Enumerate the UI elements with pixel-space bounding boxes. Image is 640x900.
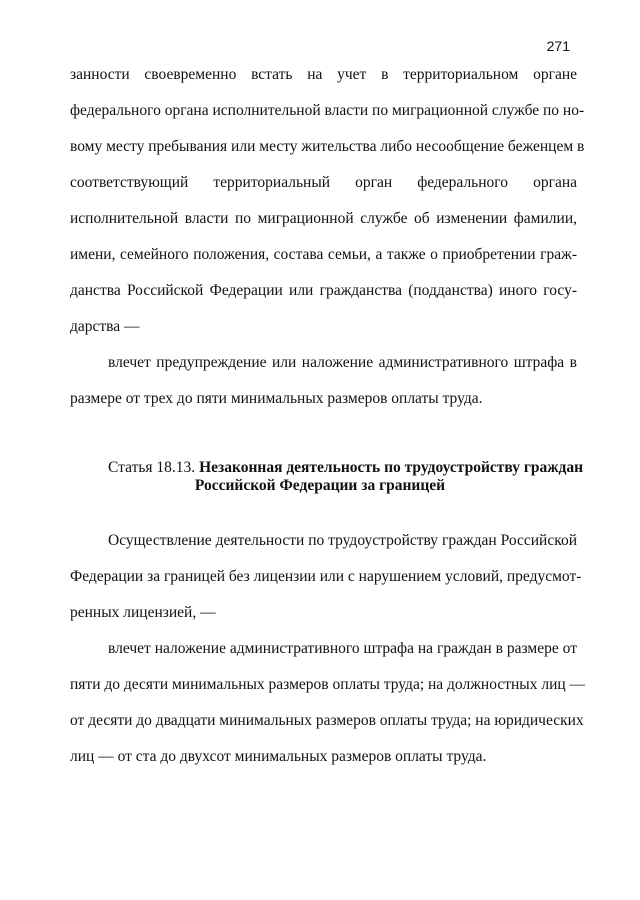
text-line: лиц — от ста до двухсот минимальных размеров оплаты труда.: [70, 748, 487, 765]
text-line: исполнительной власти по миграционной службе об изменении фамилии,: [70, 210, 577, 227]
text-line: от десяти до двадцати минимальных размеров оплаты труда; на юридических: [70, 712, 584, 729]
text-line: Федерации за границей без лицензии или с нарушением условий, предусмот-: [70, 568, 582, 585]
text-line: имени, семейного положения, состава семьи, а также о приобретении граж-: [70, 246, 577, 263]
article-title-line-2: Российской Федерации за границей: [194, 477, 446, 494]
page-number: 271: [546, 38, 570, 54]
text-line: размере от трех до пяти минимальных размеров оплаты труда.: [70, 390, 483, 407]
text-line: пяти до десяти минимальных размеров оплаты труда; на должностных лиц —: [70, 676, 586, 693]
article-number: Статья 18.13.: [108, 459, 200, 476]
article-title: Незаконная деятельность по трудоустройству граждан: [199, 459, 583, 476]
text-line: дарства —: [70, 318, 140, 335]
text-line: влечет предупреждение или наложение административного штрафа в: [108, 354, 577, 371]
text-line: занности своевременно встать на учет в территориальном органе: [70, 66, 577, 83]
text-line: федерального органа исполнительной власти по миграционной службе по но-: [70, 102, 585, 119]
text-line: соответствующий территориальный орган федерального органа: [70, 174, 577, 191]
text-line: ренных лицензией, —: [70, 604, 216, 621]
article-heading: [108, 459, 583, 477]
text-line: данства Российской Федерации или гражданства (подданства) иного госу-: [70, 282, 577, 299]
text-line: Осуществление деятельности по трудоустройству граждан Российской: [108, 532, 577, 549]
text-line: влечет наложение административного штрафа на граждан в размере от: [108, 640, 577, 657]
text-line: вому месту пребывания или месту жительства либо несообщение беженцем в: [70, 138, 585, 155]
